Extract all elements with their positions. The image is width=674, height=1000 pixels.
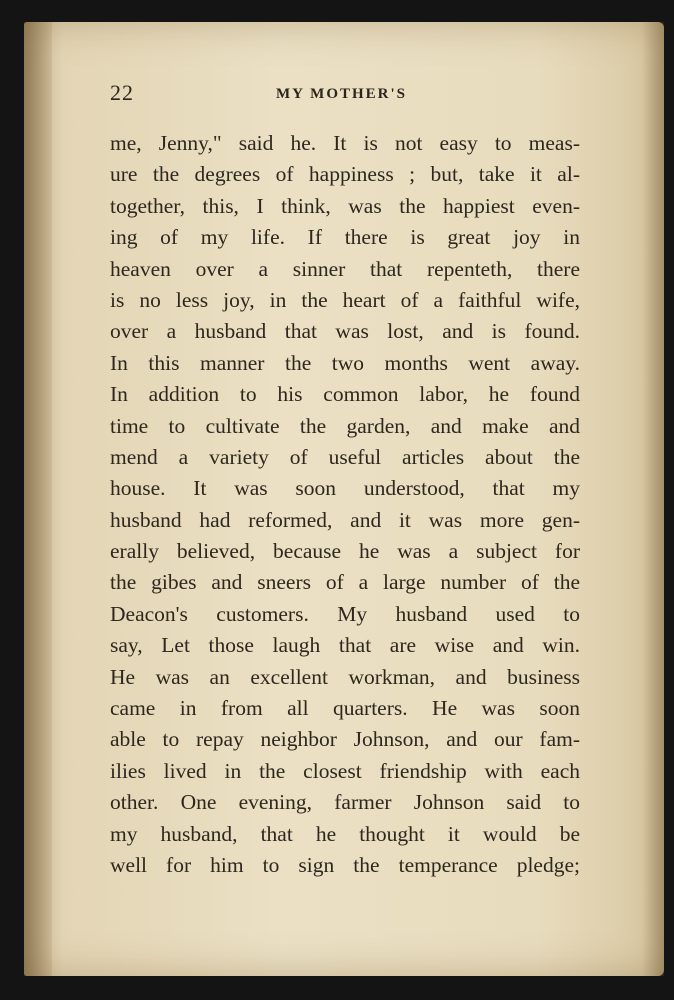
text-line: Deacon's customers. My husband used to	[110, 601, 580, 626]
book-page	[24, 22, 664, 976]
text-line: able to repay neighbor Johnson, and our fam-	[110, 727, 580, 752]
text-line: In this manner the two months went away.	[110, 350, 580, 375]
text-line: house. It was soon understood, that my	[110, 476, 580, 501]
text-line: my husband, that he thought it would be	[110, 821, 580, 846]
text-line: is no less joy, in the heart of a faithful wife,	[110, 287, 580, 312]
text-line: time to cultivate the garden, and make and	[110, 413, 580, 438]
text-line: ilies lived in the closest friendship with each	[110, 758, 580, 783]
text-line: other. One evening, farmer Johnson said to	[110, 790, 580, 815]
body-text	[110, 128, 580, 881]
running-title: MY MOTHER'S	[276, 86, 408, 102]
text-line: over a husband that was lost, and is found.	[110, 319, 580, 344]
page-edge	[642, 22, 664, 976]
text-line: ing of my life. If there is great joy in	[110, 225, 580, 250]
text-line: say, Let those laugh that are wise and win.	[110, 633, 580, 658]
text-line: me, Jenny," said he. It is not easy to meas-	[110, 131, 580, 155]
text-line: erally believed, because he was a subject for	[110, 539, 580, 564]
text-line: came in from all quarters. He was soon	[110, 696, 580, 721]
text-line: together, this, I think, was the happiest even-	[110, 193, 580, 218]
text-line: heaven over a sinner that repenteth, there	[110, 256, 580, 281]
text-line: husband had reformed, and it was more gen-	[110, 507, 580, 532]
text-line: ure the degrees of happiness ; but, take it al-	[110, 162, 580, 187]
text-line: mend a variety of useful articles about the	[110, 444, 580, 469]
text-line: the gibes and sneers of a large number of the	[110, 570, 580, 595]
page-number: 22	[110, 80, 134, 105]
text-line: He was an excellent workman, and business	[110, 664, 580, 689]
text-line: well for him to sign the temperance pledge;	[110, 852, 580, 877]
page-gutter	[24, 22, 52, 976]
text-line: In addition to his common labor, he found	[110, 382, 580, 407]
